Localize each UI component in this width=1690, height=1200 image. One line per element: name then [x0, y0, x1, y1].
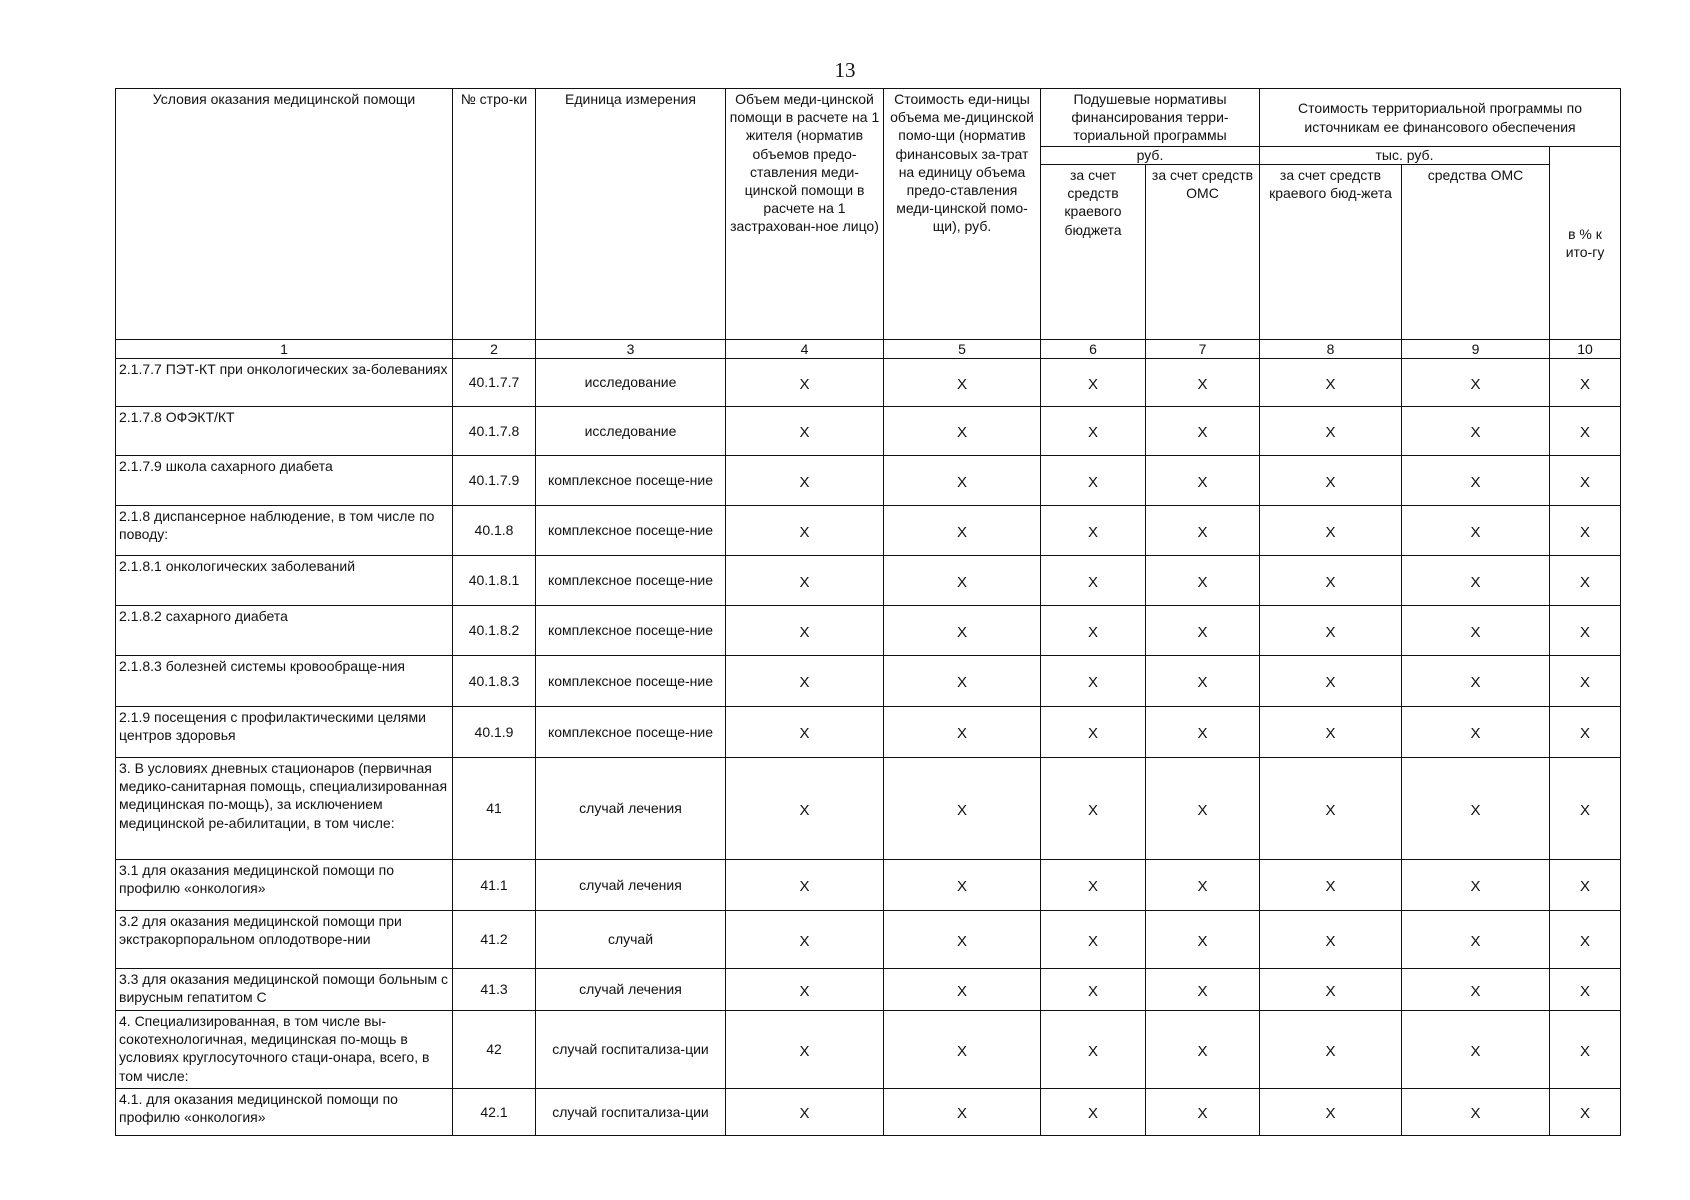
- row-value-volume: X: [726, 707, 884, 758]
- row-value-per-capita-oms: X: [1146, 407, 1260, 456]
- row-value-unit-cost: X: [884, 456, 1041, 506]
- row-unit: комплексное посеще-ние: [536, 606, 726, 656]
- row-unit: комплексное посеще-ние: [536, 707, 726, 758]
- row-unit: случай: [536, 911, 726, 969]
- financing-table: [115, 88, 1621, 1136]
- header-per-capita-regional-budget: за счет средств краевого бюджета: [1041, 165, 1146, 340]
- row-unit: случай лечения: [536, 758, 726, 860]
- row-value-cost-oms: X: [1402, 606, 1550, 656]
- row-value-cost-budget: X: [1260, 359, 1402, 407]
- header-unit-thousand-rub: тыс. руб.: [1260, 147, 1550, 165]
- row-value-volume: X: [726, 911, 884, 969]
- row-unit: исследование: [536, 359, 726, 407]
- row-value-unit-cost: X: [884, 556, 1041, 606]
- header-conditions: Условия оказания медицинской помощи: [116, 89, 453, 340]
- row-value-cost-budget: X: [1260, 456, 1402, 506]
- header-unit: Единица измерения: [536, 89, 726, 340]
- header-cost-oms: средства ОМС: [1402, 165, 1550, 340]
- row-value-cost-budget: X: [1260, 656, 1402, 707]
- row-value-per-capita-oms: X: [1146, 506, 1260, 556]
- row-value-unit-cost: X: [884, 506, 1041, 556]
- column-number: 4: [726, 340, 884, 359]
- row-value-percent: X: [1550, 758, 1621, 860]
- row-value-unit-cost: X: [884, 407, 1041, 456]
- table-row: [116, 1089, 1621, 1136]
- table-row: [116, 506, 1621, 556]
- row-value-per-capita-budget: X: [1041, 656, 1146, 707]
- row-value-volume: X: [726, 456, 884, 506]
- row-condition: 4.1. для оказания медицинской помощи по профилю «онкология»: [116, 1089, 453, 1136]
- row-value-unit-cost: X: [884, 606, 1041, 656]
- row-value-cost-oms: X: [1402, 407, 1550, 456]
- row-value-percent: X: [1550, 1011, 1621, 1089]
- row-value-per-capita-budget: X: [1041, 860, 1146, 911]
- column-number: 10: [1550, 340, 1621, 359]
- row-value-percent: X: [1550, 969, 1621, 1011]
- row-value-cost-budget: X: [1260, 556, 1402, 606]
- row-value-volume: X: [726, 1089, 884, 1136]
- row-value-unit-cost: X: [884, 707, 1041, 758]
- row-line-number: 42: [453, 1011, 536, 1089]
- header-percent-of-total: в % к ито-гу: [1550, 147, 1621, 340]
- row-value-percent: X: [1550, 606, 1621, 656]
- row-line-number: 40.1.8.3: [453, 656, 536, 707]
- row-value-per-capita-budget: X: [1041, 911, 1146, 969]
- table-body: [116, 359, 1621, 1136]
- row-value-cost-oms: X: [1402, 359, 1550, 407]
- row-unit: исследование: [536, 407, 726, 456]
- row-condition: 3. В условиях дневных стационаров (первичная медико-санитарная помощь, специализированная медицинская по-мощь), за исключением медицинской ре-абилитации, в том числе:: [116, 758, 453, 860]
- row-value-percent: X: [1550, 860, 1621, 911]
- row-unit: комплексное посеще-ние: [536, 556, 726, 606]
- row-value-volume: X: [726, 359, 884, 407]
- table-row: [116, 456, 1621, 506]
- row-value-percent: X: [1550, 911, 1621, 969]
- row-value-per-capita-budget: X: [1041, 606, 1146, 656]
- column-number: 9: [1402, 340, 1550, 359]
- row-value-cost-budget: X: [1260, 1089, 1402, 1136]
- row-value-cost-oms: X: [1402, 456, 1550, 506]
- row-condition: 2.1.9 посещения с профилактическими целями центров здоровья: [116, 707, 453, 758]
- row-value-per-capita-budget: X: [1041, 707, 1146, 758]
- row-value-percent: X: [1550, 506, 1621, 556]
- row-value-unit-cost: X: [884, 1011, 1041, 1089]
- row-value-per-capita-oms: X: [1146, 758, 1260, 860]
- row-value-cost-budget: X: [1260, 911, 1402, 969]
- row-value-percent: X: [1550, 359, 1621, 407]
- row-value-unit-cost: X: [884, 969, 1041, 1011]
- row-value-cost-budget: X: [1260, 407, 1402, 456]
- row-value-cost-oms: X: [1402, 1011, 1550, 1089]
- row-value-cost-oms: X: [1402, 969, 1550, 1011]
- row-value-per-capita-oms: X: [1146, 606, 1260, 656]
- row-value-percent: X: [1550, 656, 1621, 707]
- row-value-per-capita-budget: X: [1041, 407, 1146, 456]
- row-value-unit-cost: X: [884, 1089, 1041, 1136]
- row-value-per-capita-oms: X: [1146, 359, 1260, 407]
- row-unit: случай госпитализа-ции: [536, 1089, 726, 1136]
- row-condition: 2.1.8.1 онкологических заболеваний: [116, 556, 453, 606]
- row-value-percent: X: [1550, 707, 1621, 758]
- row-unit: случай госпитализа-ции: [536, 1011, 726, 1089]
- row-value-volume: X: [726, 606, 884, 656]
- row-value-percent: X: [1550, 556, 1621, 606]
- row-condition: 2.1.7.7 ПЭТ-КТ при онкологических за-болеваниях: [116, 359, 453, 407]
- row-unit: случай лечения: [536, 860, 726, 911]
- row-value-per-capita-budget: X: [1041, 758, 1146, 860]
- row-line-number: 41: [453, 758, 536, 860]
- row-value-per-capita-budget: X: [1041, 359, 1146, 407]
- row-value-cost-budget: X: [1260, 506, 1402, 556]
- row-value-volume: X: [726, 656, 884, 707]
- row-value-per-capita-oms: X: [1146, 656, 1260, 707]
- row-value-per-capita-budget: X: [1041, 1089, 1146, 1136]
- table-row: [116, 407, 1621, 456]
- row-value-per-capita-oms: X: [1146, 707, 1260, 758]
- row-value-per-capita-oms: X: [1146, 556, 1260, 606]
- row-condition: 2.1.8 диспансерное наблюдение, в том числе по поводу:: [116, 506, 453, 556]
- row-value-per-capita-budget: X: [1041, 456, 1146, 506]
- table-row: [116, 656, 1621, 707]
- row-value-cost-budget: X: [1260, 606, 1402, 656]
- row-value-volume: X: [726, 407, 884, 456]
- row-value-cost-budget: X: [1260, 969, 1402, 1011]
- header-per-capita-standards: Подушевые нормативы финансирования терри-ториальной программы: [1041, 89, 1260, 147]
- row-line-number: 40.1.7.9: [453, 456, 536, 506]
- row-value-cost-oms: X: [1402, 758, 1550, 860]
- column-number: 8: [1260, 340, 1402, 359]
- table-row: [116, 556, 1621, 606]
- row-value-cost-budget: X: [1260, 860, 1402, 911]
- row-condition: 2.1.7.8 ОФЭКТ/КТ: [116, 407, 453, 456]
- column-number: 5: [884, 340, 1041, 359]
- row-value-per-capita-budget: X: [1041, 1011, 1146, 1089]
- row-condition: 3.2 для оказания медицинской помощи при экстракорпоральном оплодотворе-нии: [116, 911, 453, 969]
- row-line-number: 41.3: [453, 969, 536, 1011]
- row-value-cost-oms: X: [1402, 1089, 1550, 1136]
- table-row: [116, 359, 1621, 407]
- row-line-number: 40.1.7.7: [453, 359, 536, 407]
- row-line-number: 40.1.9: [453, 707, 536, 758]
- row-value-cost-budget: X: [1260, 707, 1402, 758]
- row-line-number: 40.1.8.2: [453, 606, 536, 656]
- row-value-unit-cost: X: [884, 758, 1041, 860]
- row-value-per-capita-oms: X: [1146, 911, 1260, 969]
- row-condition: 4. Специализированная, в том числе вы-сокотехнологичная, медицинская по-мощь в условиях круглосуточного стаци-онара, всего, в том числе:: [116, 1011, 453, 1089]
- row-value-unit-cost: X: [884, 860, 1041, 911]
- row-value-per-capita-oms: X: [1146, 456, 1260, 506]
- row-line-number: 40.1.8.1: [453, 556, 536, 606]
- row-line-number: 40.1.8: [453, 506, 536, 556]
- row-value-volume: X: [726, 860, 884, 911]
- row-value-unit-cost: X: [884, 359, 1041, 407]
- table-row: [116, 860, 1621, 911]
- row-value-per-capita-oms: X: [1146, 969, 1260, 1011]
- row-condition: 2.1.8.2 сахарного диабета: [116, 606, 453, 656]
- table-row: [116, 707, 1621, 758]
- table-row: [116, 606, 1621, 656]
- row-value-per-capita-oms: X: [1146, 860, 1260, 911]
- row-value-unit-cost: X: [884, 656, 1041, 707]
- row-value-per-capita-budget: X: [1041, 969, 1146, 1011]
- column-number: 6: [1041, 340, 1146, 359]
- row-value-volume: X: [726, 1011, 884, 1089]
- row-value-per-capita-budget: X: [1041, 556, 1146, 606]
- column-number: 1: [116, 340, 453, 359]
- row-unit: случай лечения: [536, 969, 726, 1011]
- row-line-number: 41.1: [453, 860, 536, 911]
- row-line-number: 42.1: [453, 1089, 536, 1136]
- header-unit-cost: Стоимость еди-ницы объема ме-дицинской помо-щи (норматив финансовых за-трат на единицу объема предо-ставления меди-цинской помо-щи), руб.: [884, 89, 1041, 340]
- row-value-unit-cost: X: [884, 911, 1041, 969]
- header-program-cost: Стоимость территориальной программы по источникам ее финансового обеспечения: [1260, 89, 1621, 147]
- table-row: [116, 911, 1621, 969]
- row-value-cost-oms: X: [1402, 860, 1550, 911]
- header-line-number: № стро-ки: [453, 89, 536, 340]
- row-condition: 3.3 для оказания медицинской помощи больным с вирусным гепатитом С: [116, 969, 453, 1011]
- header-cost-regional-budget: за счет средств краевого бюд-жета: [1260, 165, 1402, 340]
- column-number: 7: [1146, 340, 1260, 359]
- row-condition: 2.1.8.3 болезней системы кровообраще-ния: [116, 656, 453, 707]
- row-value-volume: X: [726, 969, 884, 1011]
- row-value-per-capita-oms: X: [1146, 1011, 1260, 1089]
- page-number: 13: [834, 58, 856, 82]
- header-unit-rub: руб.: [1041, 147, 1260, 165]
- row-value-cost-oms: X: [1402, 911, 1550, 969]
- row-value-percent: X: [1550, 1089, 1621, 1136]
- row-value-cost-oms: X: [1402, 707, 1550, 758]
- row-value-cost-oms: X: [1402, 656, 1550, 707]
- table-row: [116, 969, 1621, 1011]
- row-value-cost-oms: X: [1402, 506, 1550, 556]
- table-row: [116, 1011, 1621, 1089]
- row-value-volume: X: [726, 556, 884, 606]
- row-condition: 2.1.7.9 школа сахарного диабета: [116, 456, 453, 506]
- row-unit: комплексное посеще-ние: [536, 506, 726, 556]
- header-per-capita-oms: за счет средств ОМС: [1146, 165, 1260, 340]
- row-value-cost-budget: X: [1260, 1011, 1402, 1089]
- row-value-cost-budget: X: [1260, 758, 1402, 860]
- column-number-row: [116, 340, 1621, 359]
- row-unit: комплексное посеще-ние: [536, 456, 726, 506]
- row-line-number: 40.1.7.8: [453, 407, 536, 456]
- header-volume-per-resident: Объем меди-цинской помощи в расчете на 1 жителя (норматив объемов предо-ставления меди-цинской помощи в расчете на 1 застрахован-ное лицо): [726, 89, 884, 340]
- table-row: [116, 758, 1621, 860]
- row-value-percent: X: [1550, 407, 1621, 456]
- row-value-volume: X: [726, 506, 884, 556]
- row-value-per-capita-budget: X: [1041, 506, 1146, 556]
- row-value-percent: X: [1550, 456, 1621, 506]
- column-number: 2: [453, 340, 536, 359]
- row-value-volume: X: [726, 758, 884, 860]
- row-unit: комплексное посеще-ние: [536, 656, 726, 707]
- row-condition: 3.1 для оказания медицинской помощи по профилю «онкология»: [116, 860, 453, 911]
- row-line-number: 41.2: [453, 911, 536, 969]
- row-value-per-capita-oms: X: [1146, 1089, 1260, 1136]
- column-number: 3: [536, 340, 726, 359]
- row-value-cost-oms: X: [1402, 556, 1550, 606]
- table-header: [116, 89, 1621, 359]
